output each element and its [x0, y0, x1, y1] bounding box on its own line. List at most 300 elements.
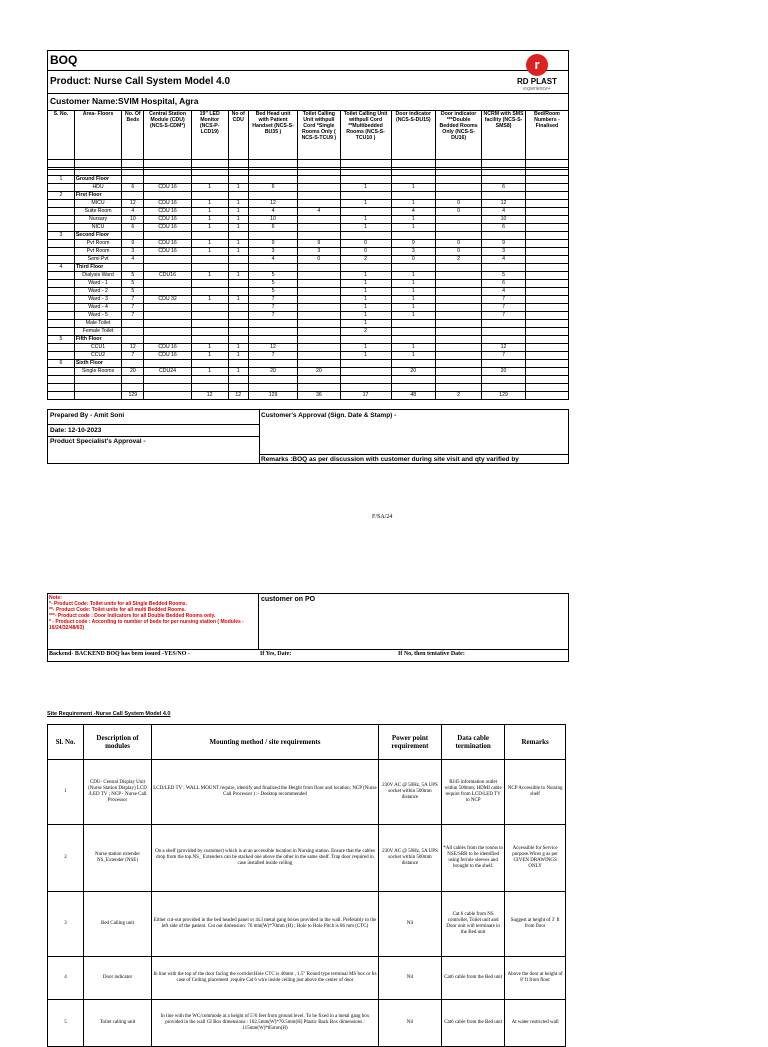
table-cell	[144, 176, 191, 184]
table-cell: 1	[391, 344, 435, 352]
table-cell: 7	[248, 312, 297, 320]
table-cell	[525, 232, 568, 240]
site-cell-desc: Nurse station extender NS_Extender (NSE)	[83, 825, 151, 892]
table-cell: 4	[122, 208, 144, 216]
table-cell	[435, 192, 481, 200]
table-cell	[191, 360, 228, 368]
table-cell: NICU	[74, 224, 121, 232]
table-row	[48, 184, 569, 192]
table-cell	[191, 176, 228, 184]
table-row	[48, 232, 569, 240]
table-cell	[144, 320, 191, 328]
table-cell: 0	[298, 256, 340, 264]
table-cell	[228, 384, 248, 392]
site-cell-data: *All cables from the rooms to NSE/SRB to be identified using ferrule sleeves and brought to the shelf.	[442, 825, 505, 892]
table-cell	[525, 248, 568, 256]
table-cell	[435, 160, 481, 168]
table-cell: 7	[248, 352, 297, 360]
table-row	[48, 240, 569, 248]
table-cell	[391, 384, 435, 392]
table-cell: 1	[391, 312, 435, 320]
table-cell: 7	[482, 296, 526, 304]
table-cell	[340, 168, 391, 176]
table-cell: 5	[122, 288, 144, 296]
table-cell: 1	[191, 352, 228, 360]
table-row	[48, 304, 569, 312]
table-cell: 1	[340, 304, 391, 312]
table-cell: Single Rooms	[74, 368, 121, 376]
table-cell	[122, 376, 144, 384]
table-row	[48, 352, 569, 360]
table-cell	[191, 320, 228, 328]
table-cell: 1	[191, 296, 228, 304]
table-cell	[435, 376, 481, 384]
table-cell	[298, 384, 340, 392]
table-cell	[525, 392, 568, 400]
table-cell: 1	[391, 288, 435, 296]
table-row	[48, 168, 569, 176]
table-cell	[74, 160, 121, 168]
page-title: BOQ	[50, 53, 78, 67]
table-cell	[228, 264, 248, 272]
site-cell-mount: Either cut-out provided in the bed headed panel or 4x3 metal gang boxes provided in the wall. Preferably to the left side of the patient. Cut out dimension: 76 mm(W)*70mm (H) ; Hole to Hole Pitch is 86 mm (CTC)	[152, 892, 379, 957]
boq-footer	[47, 409, 569, 464]
table-cell	[228, 320, 248, 328]
table-cell	[298, 376, 340, 384]
table-cell	[144, 304, 191, 312]
table-cell	[340, 176, 391, 184]
table-cell	[435, 168, 481, 176]
table-cell	[391, 320, 435, 328]
table-cell	[340, 208, 391, 216]
site-cell-mount: In line with the WC/commode at a height of 5'/6 feet from ground level. To be fixed in a metal gang box provided in the wall GI Box dimensions : 102.5mm(W)*70.5mm(H) Plastic Back Box dimensions : 115mm(W)*85mm(H)	[152, 1000, 379, 1047]
table-cell	[191, 264, 228, 272]
table-cell: 7	[122, 304, 144, 312]
table-cell: 12	[122, 344, 144, 352]
table-cell: Ward - 3	[74, 296, 121, 304]
table-cell: 6	[248, 184, 297, 192]
table-cell: 1	[340, 296, 391, 304]
table-cell	[298, 336, 340, 344]
boq-remarks: Remarks :BOQ as per discussion with customer during site visit and qty varified by	[261, 456, 519, 463]
table-cell: 12	[248, 344, 297, 352]
table-cell: 1	[191, 224, 228, 232]
table-cell	[228, 160, 248, 168]
table-row	[48, 216, 569, 224]
table-cell: 17	[340, 392, 391, 400]
site-cell-remarks: Accessible for Service purpose.Wires g as per GIVEN DRAWINGS ONLY	[505, 825, 566, 892]
table-cell	[298, 360, 340, 368]
table-cell: 20	[122, 368, 144, 376]
table-cell	[144, 160, 191, 168]
table-cell	[525, 296, 568, 304]
table-cell	[248, 168, 297, 176]
table-cell	[74, 376, 121, 384]
table-cell: 3	[482, 248, 526, 256]
table-cell	[525, 176, 568, 184]
table-cell	[248, 336, 297, 344]
table-cell: 36	[298, 392, 340, 400]
table-cell: 20	[298, 368, 340, 376]
table-cell: CDU 16	[144, 224, 191, 232]
table-cell: 4	[482, 208, 526, 216]
logo-mark-icon: r	[526, 54, 548, 76]
table-cell: 1	[340, 312, 391, 320]
table-cell	[298, 160, 340, 168]
company-logo: r RD PLAST experience+	[512, 54, 562, 92]
table-cell: 1	[191, 248, 228, 256]
table-cell	[435, 216, 481, 224]
table-cell	[435, 352, 481, 360]
table-cell	[48, 256, 75, 264]
table-cell: 4	[298, 208, 340, 216]
table-cell	[191, 328, 228, 336]
table-cell	[525, 224, 568, 232]
table-cell: HDU	[74, 184, 121, 192]
table-row	[48, 208, 569, 216]
boq-header-cell: No of CDU	[228, 111, 248, 160]
table-cell: 0	[391, 256, 435, 264]
table-cell: 1	[228, 352, 248, 360]
table-cell	[144, 264, 191, 272]
table-cell: 20	[248, 368, 297, 376]
table-cell	[340, 368, 391, 376]
table-cell	[525, 264, 568, 272]
table-cell	[48, 288, 75, 296]
table-cell	[144, 360, 191, 368]
table-cell	[340, 192, 391, 200]
table-cell: 10	[122, 216, 144, 224]
table-cell: 5	[248, 280, 297, 288]
table-cell	[525, 336, 568, 344]
divider	[47, 93, 569, 94]
table-cell	[122, 176, 144, 184]
table-cell	[228, 168, 248, 176]
table-cell: 2	[435, 392, 481, 400]
table-cell: 7	[482, 312, 526, 320]
site-cell-desc: Door indicator	[83, 957, 151, 1000]
table-cell	[228, 232, 248, 240]
table-cell: Semi Pvt	[74, 256, 121, 264]
site-cell-desc: Bed Calling unit	[83, 892, 151, 957]
table-cell: 1	[228, 208, 248, 216]
table-row	[48, 176, 569, 184]
site-header-cell: Description of modules	[83, 725, 151, 760]
table-cell: 12	[122, 200, 144, 208]
table-cell	[435, 368, 481, 376]
site-cell-power: 230V AC @ 50Hz, 5A UPS socket within 500mm distance	[378, 825, 441, 892]
table-cell	[48, 224, 75, 232]
table-cell	[340, 384, 391, 392]
table-cell	[482, 192, 526, 200]
table-cell	[482, 384, 526, 392]
table-cell: 3	[122, 248, 144, 256]
table-cell	[191, 304, 228, 312]
table-cell: 9	[248, 240, 297, 248]
table-cell	[298, 184, 340, 192]
table-cell	[48, 352, 75, 360]
product-title: Product: Nurse Call System Model 4.0	[50, 76, 231, 87]
table-cell: Second Floor	[74, 232, 121, 240]
table-cell: 1	[340, 272, 391, 280]
table-cell: Ward - 2	[74, 288, 121, 296]
table-cell	[340, 336, 391, 344]
site-header-cell: Power point requirement	[378, 725, 441, 760]
table-cell	[228, 312, 248, 320]
table-cell	[48, 312, 75, 320]
table-cell	[191, 336, 228, 344]
table-cell: Sixth Floor	[74, 360, 121, 368]
table-cell	[144, 192, 191, 200]
site-header-row	[48, 725, 566, 760]
table-cell	[48, 304, 75, 312]
table-cell: 6	[48, 360, 75, 368]
table-cell	[298, 200, 340, 208]
site-row	[48, 957, 566, 1000]
site-header-cell: Remarks	[505, 725, 566, 760]
table-cell	[248, 232, 297, 240]
table-cell	[228, 176, 248, 184]
table-cell: 5	[122, 280, 144, 288]
table-cell	[482, 376, 526, 384]
site-cell-remarks: Suggest at height of 3' ft from floor	[505, 892, 566, 957]
table-cell: 4	[391, 208, 435, 216]
boq-header-cell: NCRM with SMS facility (NCS-S-SMS8)	[482, 111, 526, 160]
notes-list: Note: *- Product Code: Toilet units for all Single Bedded Rooms. **- Product Code: Toilet units for all multi Bedded Rooms. ***- Product code : Door Indicators for all Double Bedded Rooms only. * - Product code : According to number of beds for per nursing station ( Modules - 16/24/32/48/63)	[49, 595, 244, 631]
table-cell: Nursary	[74, 216, 121, 224]
table-cell	[122, 232, 144, 240]
table-cell: 1	[228, 344, 248, 352]
table-row	[48, 192, 569, 200]
table-row	[48, 200, 569, 208]
table-cell	[74, 168, 121, 176]
table-cell	[525, 384, 568, 392]
table-cell: 1	[191, 240, 228, 248]
table-cell: 12	[482, 344, 526, 352]
table-cell: 9	[122, 240, 144, 248]
table-cell: 1	[48, 176, 75, 184]
table-cell: 1	[228, 184, 248, 192]
site-header-cell: Sl. No.	[48, 725, 84, 760]
table-cell	[48, 384, 75, 392]
table-cell	[298, 216, 340, 224]
table-cell	[435, 312, 481, 320]
table-cell: 4	[248, 208, 297, 216]
site-cell-no: 4	[48, 957, 84, 1000]
table-row	[48, 248, 569, 256]
table-cell: CDU16	[144, 272, 191, 280]
table-row	[48, 264, 569, 272]
table-row	[48, 224, 569, 232]
table-cell: CDU24	[144, 368, 191, 376]
table-cell	[525, 352, 568, 360]
table-cell: 5	[122, 272, 144, 280]
table-cell	[298, 176, 340, 184]
site-header-cell: Mounting method / site requirements	[152, 725, 379, 760]
table-cell: 7	[248, 296, 297, 304]
page-code: F/SA/24	[372, 514, 393, 520]
table-cell: 7	[482, 352, 526, 360]
table-cell	[391, 176, 435, 184]
table-cell	[391, 360, 435, 368]
table-cell: 1	[228, 200, 248, 208]
table-cell: 12	[228, 392, 248, 400]
table-cell	[48, 272, 75, 280]
table-cell	[298, 192, 340, 200]
table-cell	[191, 168, 228, 176]
table-cell: 1	[191, 216, 228, 224]
table-cell	[48, 280, 75, 288]
table-cell	[391, 264, 435, 272]
table-cell: 6	[122, 224, 144, 232]
table-cell	[144, 336, 191, 344]
table-cell: Male Toilet	[74, 320, 121, 328]
table-cell	[525, 320, 568, 328]
table-cell	[298, 352, 340, 360]
table-cell	[248, 384, 297, 392]
boq-header-cell: Bed Head unit with Patient Handset (NCS-S-BU35 )	[248, 111, 297, 160]
table-cell	[435, 176, 481, 184]
table-cell	[248, 264, 297, 272]
table-cell: 5	[482, 272, 526, 280]
table-cell	[48, 344, 75, 352]
boq-header-cell: Toilet Calling Unit withpull Cord *Single Rooms Only ( NCS-S-TCU9 )	[298, 111, 340, 160]
site-cell-power: Nil	[378, 892, 441, 957]
table-cell: 2	[435, 256, 481, 264]
table-cell	[228, 192, 248, 200]
site-cell-no: 1	[48, 760, 84, 825]
table-row	[48, 368, 569, 376]
site-cell-no: 3	[48, 892, 84, 957]
table-cell	[482, 336, 526, 344]
table-cell	[435, 232, 481, 240]
table-cell: CDU 16	[144, 248, 191, 256]
customer-name: Customer Name:SVIM Hospital, Agra	[50, 96, 199, 106]
table-cell: 1	[191, 272, 228, 280]
site-cell-data: Cat6 cable from the Bed unit	[442, 1000, 505, 1047]
table-cell	[435, 360, 481, 368]
table-cell	[74, 392, 121, 400]
table-cell: Suite Room	[74, 208, 121, 216]
table-cell	[48, 184, 75, 192]
if-no-date: If No, then tentative Date:	[398, 651, 465, 657]
site-row	[48, 892, 566, 957]
table-cell	[48, 200, 75, 208]
table-cell	[391, 328, 435, 336]
table-cell: 1	[191, 344, 228, 352]
site-header-cell: Data cable termination	[442, 725, 505, 760]
boq-header-cell: Door indicator (NCS-S-DU15)	[391, 111, 435, 160]
table-cell: 7	[122, 312, 144, 320]
table-cell	[435, 288, 481, 296]
table-cell: 1	[340, 352, 391, 360]
site-cell-mount: In line with the top of the door facing the corridor.Hole CTC is 40mm , 1.5" Round type terminal MS box or Its case of Ceiling placement ,require Cat 6 wire inside ceiling just above the center of door	[152, 957, 379, 1000]
table-cell	[144, 288, 191, 296]
table-cell	[482, 328, 526, 336]
table-cell: 0	[435, 248, 481, 256]
table-cell	[48, 248, 75, 256]
table-cell	[228, 256, 248, 264]
table-cell: 1	[391, 224, 435, 232]
table-cell: 4	[48, 264, 75, 272]
table-cell: 1	[340, 344, 391, 352]
site-cell-remarks: NCP Accessible to Nursing shelf	[505, 760, 566, 825]
divider	[47, 70, 569, 71]
table-cell: 3	[48, 232, 75, 240]
table-cell	[340, 376, 391, 384]
table-cell: 3	[298, 248, 340, 256]
table-cell	[435, 320, 481, 328]
table-cell	[228, 304, 248, 312]
site-cell-power: Nil	[378, 1000, 441, 1047]
table-cell: Ward - 4	[74, 304, 121, 312]
table-row	[48, 384, 569, 392]
table-cell: 1	[228, 240, 248, 248]
site-cell-remarks: At water restricted wall	[505, 1000, 566, 1047]
table-cell	[525, 184, 568, 192]
table-cell	[435, 384, 481, 392]
table-cell	[298, 320, 340, 328]
table-cell	[298, 272, 340, 280]
table-cell: 1	[391, 200, 435, 208]
table-cell: 5	[248, 272, 297, 280]
table-cell	[248, 192, 297, 200]
table-cell	[435, 184, 481, 192]
table-cell	[248, 328, 297, 336]
table-cell	[391, 168, 435, 176]
table-cell: First Floor	[74, 192, 121, 200]
site-cell-mount: LCD/LED TV : WALL MOUNT require, identify and finalized the Height from floor and location; NCP (Nurse Call Processor ) :- Desktop recommended	[152, 760, 379, 825]
table-cell: 12	[482, 200, 526, 208]
table-cell: 2	[340, 328, 391, 336]
table-cell: Female Toilet	[74, 328, 121, 336]
boq-header-cell: Toilet Calling Unit withpull Cord **Multibedded Rooms (NCS-S-TCU10 )	[340, 111, 391, 160]
table-cell: 1	[391, 216, 435, 224]
table-cell	[228, 376, 248, 384]
table-cell	[122, 328, 144, 336]
table-cell	[248, 360, 297, 368]
table-cell	[482, 160, 526, 168]
table-cell: 4	[248, 256, 297, 264]
table-cell	[340, 264, 391, 272]
table-cell	[525, 368, 568, 376]
table-cell: CDU 16	[144, 200, 191, 208]
boq-header-row	[48, 111, 569, 160]
site-cell-remarks: Above the door at height of 8' ft from floor	[505, 957, 566, 1000]
site-cell-power: Nil	[378, 957, 441, 1000]
site-row	[48, 825, 566, 892]
table-cell	[122, 160, 144, 168]
table-cell: 1	[228, 368, 248, 376]
table-cell	[525, 256, 568, 264]
table-cell	[122, 264, 144, 272]
backend-status: Backend- BACKEND BOQ has been issued -YES/NO -	[49, 651, 190, 657]
table-cell	[298, 224, 340, 232]
table-row	[48, 280, 569, 288]
table-cell: 1	[391, 304, 435, 312]
site-requirement-title: Site Requirement -Nurse Call System Model 4.0	[47, 711, 171, 717]
site-row	[48, 760, 566, 825]
table-cell	[122, 336, 144, 344]
table-cell	[435, 328, 481, 336]
boq-header-cell: Central Station Module (CDU) (NCS-S-CDM*)	[144, 111, 191, 160]
table-row	[48, 296, 569, 304]
table-row	[48, 312, 569, 320]
table-cell	[298, 304, 340, 312]
table-cell: 9	[298, 240, 340, 248]
table-cell	[191, 312, 228, 320]
table-cell	[298, 280, 340, 288]
